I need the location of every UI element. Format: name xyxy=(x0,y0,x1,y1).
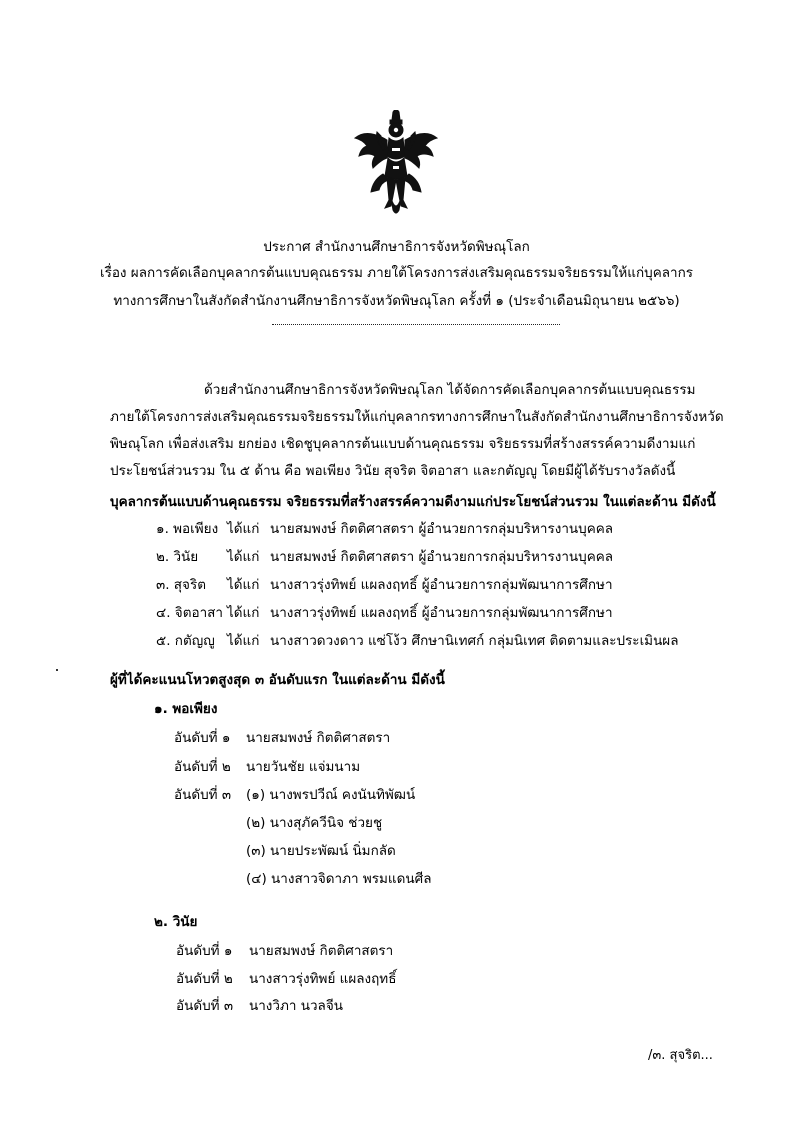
award-category: ๔. จิตอาสา xyxy=(156,605,223,621)
award-category: ๒. วินัย xyxy=(156,549,199,565)
scan-speck xyxy=(56,669,58,671)
rank-name: (๑) นางพรปวีณ์ คงนันทิพัฒน์ xyxy=(246,787,416,803)
award-label: ได้แก่ xyxy=(227,521,260,537)
award-category: ๓. สุจริต xyxy=(156,577,206,593)
rank-label: อันดับที่ ๒ xyxy=(174,759,231,775)
rank-label: อันดับที่ ๓ xyxy=(176,998,234,1014)
award-row xyxy=(0,517,793,537)
award-row xyxy=(0,545,793,565)
subject-line: เรื่อง ผลการคัดเลือกบุคลากรต้นแบบคุณธรรม ภายใต้โครงการส่งเสริมคุณธรรมจริยธรรมให้แก่บุคลากร xyxy=(99,265,694,281)
award-category: ๕. กตัญญู xyxy=(156,633,215,649)
rank-label: อันดับที่ ๒ xyxy=(176,971,233,987)
award-recipient: นายสมพงษ์ กิตติศาสตรา ผู้อำนวยการกลุ่มบริหารงานบุคคล xyxy=(270,549,614,565)
rank-label: อันดับที่ ๓ xyxy=(174,787,232,803)
rank-name: (๓) นายประพัฒน์ นิ่มกลัด xyxy=(246,843,396,859)
rank-name: นางสาวรุ่งทิพย์ แผลงฤทธิ์ xyxy=(249,971,397,987)
subject-line-continued: ทางการศึกษาในสังกัดสำนักงานศึกษาธิการจังหวัดพิษณุโลก ครั้งที่ ๑ (ประจำเดือนมิถุนายน ๒๕๖๖) xyxy=(113,293,680,309)
award-recipient: นางสาวดวงดาว แซ่โง้ว ศึกษานิเทศก์ กลุ่มนิเทศ ติดตามและประเมินผล xyxy=(270,633,679,649)
intro-paragraph-line: ประโยชน์ส่วนรวม ใน ๕ ด้าน คือ พอเพียง วินัย สุจริต จิตอาสา และกตัญญู โดยมีผู้ได้รับรางวัลดังนี้ xyxy=(110,463,676,479)
rank-name: นายสมพงษ์ กิตติศาสตรา xyxy=(249,943,394,959)
intro-paragraph-line: ภายใต้โครงการส่งเสริมคุณธรรมจริยธรรมให้แก่บุคลากรทางการศึกษาในสังกัดสำนักงานศึกษาธิการจังหวัด xyxy=(110,409,724,425)
continued-marker: /๓. สุจริต... xyxy=(648,1048,713,1063)
votes-heading: ผู้ที่ได้คะแนนโหวตสูงสุด ๓ อันดับแรก ในแต่ละด้าน มีดังนี้ xyxy=(110,672,445,688)
award-recipient: นางสาวรุ่งทิพย์ แผลงฤทธิ์ ผู้อำนวยการกลุ่มพัฒนาการศึกษา xyxy=(270,577,613,593)
section-title-sufficiency: ๑. พอเพียง xyxy=(154,701,218,717)
award-label: ได้แก่ xyxy=(227,633,260,649)
rank-name: นายวันชัย แจ่มนาม xyxy=(246,759,361,775)
award-label: ได้แก่ xyxy=(227,577,260,593)
intro-paragraph-line: พิษณุโลก เพื่อส่งเสริม ยกย่อง เชิดชูบุคลากรต้นแบบด้านคุณธรรม จริยธรรมที่สร้างสรรค์ความดีงามแก่ xyxy=(110,436,696,452)
intro-paragraph-line: ด้วยสำนักงานศึกษาธิการจังหวัดพิษณุโลก ได้จัดการคัดเลือกบุคลากรต้นแบบคุณธรรม xyxy=(204,382,696,398)
separator-dotted-line xyxy=(272,324,560,325)
rank-name: (๔) นางสาวจิดาภา พรมแดนศีล xyxy=(246,871,432,887)
award-row xyxy=(0,573,793,593)
award-row xyxy=(0,629,793,649)
rank-label: อันดับที่ ๑ xyxy=(174,730,231,746)
award-row xyxy=(0,601,793,621)
award-category: ๑. พอเพียง xyxy=(156,521,219,537)
award-label: ได้แก่ xyxy=(227,605,260,621)
rank-name: นางวิภา นวลจีน xyxy=(249,998,343,1014)
award-recipient: นายสมพงษ์ กิตติศาสตรา ผู้อำนวยการกลุ่มบริหารงานบุคคล xyxy=(270,521,614,537)
rank-name: (๒) นางสุภัควีนิจ ช่วยชู xyxy=(246,815,383,831)
award-recipient: นางสาวรุ่งทิพย์ แผลงฤทธิ์ ผู้อำนวยการกลุ่มพัฒนาการศึกษา xyxy=(270,605,613,621)
rank-label: อันดับที่ ๑ xyxy=(176,943,233,959)
rank-name: นายสมพงษ์ กิตติศาสตรา xyxy=(246,730,391,746)
award-label: ได้แก่ xyxy=(227,549,260,565)
announcement-title: ประกาศ สำนักงานศึกษาธิการจังหวัดพิษณุโลก xyxy=(263,239,530,255)
garuda-emblem-icon xyxy=(353,110,439,216)
section-title-discipline: ๒. วินัย xyxy=(154,914,198,930)
awards-heading: บุคลากรต้นแบบด้านคุณธรรม จริยธรรมที่สร้างสรรค์ความดีงามแก่ประโยชน์ส่วนรวม ในแต่ละด้าน มีดังนี้ xyxy=(110,494,716,510)
